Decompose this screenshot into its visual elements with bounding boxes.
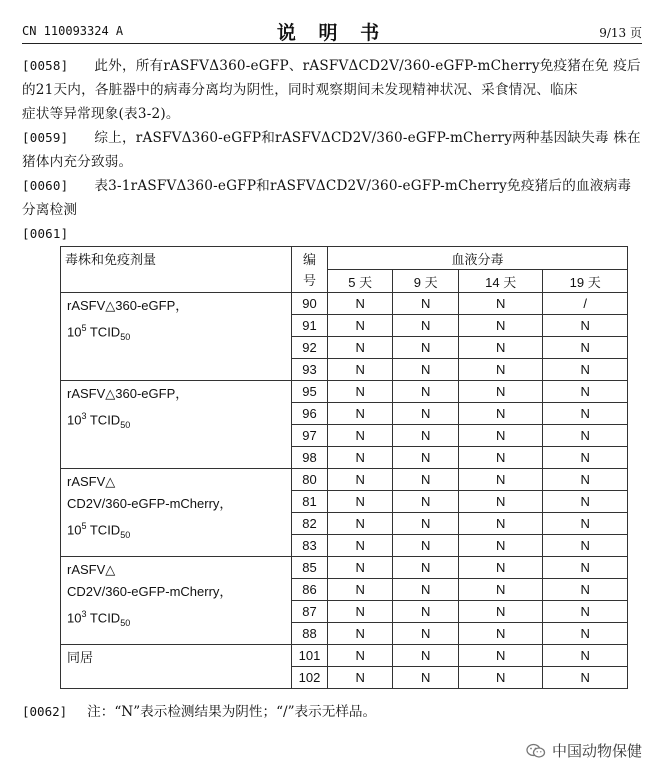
result-cell: N	[543, 337, 628, 359]
result-cell: N	[458, 315, 543, 337]
page-title: 说 明 书	[276, 22, 388, 44]
paragraph	[22, 126, 642, 174]
result-cell: N	[393, 513, 458, 535]
table-row	[61, 293, 628, 315]
result-cell: N	[458, 337, 543, 359]
strain-dose-cell: 同居	[61, 645, 292, 689]
header-day: 19 天	[543, 270, 628, 293]
result-cell: N	[543, 601, 628, 623]
result-cell: N	[328, 535, 393, 557]
strain-dose-cell: rASFV△360-eGFP， $10^5$ $TCID_{50}$	[61, 293, 292, 381]
table-row	[61, 469, 628, 491]
para-text-line: 此外，所有rASFVΔ360-eGFP、rASFVΔCD2V/360-eGFP-mCherry免疫猪在免 疫后	[94, 58, 641, 74]
pig-id-cell: 97	[292, 425, 328, 447]
result-cell: N	[328, 293, 393, 315]
page-header	[22, 18, 642, 46]
result-cell: N	[543, 667, 628, 689]
result-cell: N	[543, 645, 628, 667]
pig-id-cell: 85	[292, 557, 328, 579]
result-cell: N	[328, 667, 393, 689]
table-row	[61, 381, 628, 403]
para-text-line: 症状等异常现象(表3-2)。	[22, 106, 180, 122]
result-cell: N	[543, 469, 628, 491]
result-cell: N	[458, 601, 543, 623]
para-number: [0061]	[22, 226, 69, 241]
header-strain: 毒株和免疫剂量	[61, 247, 292, 293]
result-cell: N	[328, 359, 393, 381]
watermark	[526, 740, 642, 761]
result-cell: N	[328, 381, 393, 403]
header-day: 14 天	[458, 270, 543, 293]
result-cell: N	[458, 359, 543, 381]
header-id: 编 号	[292, 247, 328, 293]
result-cell: N	[543, 623, 628, 645]
para-number: [0060]	[22, 178, 69, 193]
header-day: 9 天	[393, 270, 458, 293]
pig-id-cell: 96	[292, 403, 328, 425]
pig-id-cell: 82	[292, 513, 328, 535]
result-cell: N	[393, 645, 458, 667]
pig-id-cell: 98	[292, 447, 328, 469]
result-cell: N	[393, 557, 458, 579]
result-cell: N	[328, 447, 393, 469]
result-cell: N	[328, 491, 393, 513]
result-cell: N	[393, 667, 458, 689]
result-cell: N	[328, 557, 393, 579]
results-table	[60, 246, 628, 689]
result-cell: N	[393, 491, 458, 513]
result-cell: N	[543, 359, 628, 381]
result-cell: N	[328, 337, 393, 359]
pig-id-cell: 90	[292, 293, 328, 315]
result-cell: N	[543, 579, 628, 601]
table-row	[61, 557, 628, 579]
para-number: [0062]	[22, 704, 68, 719]
pig-id-cell: 102	[292, 667, 328, 689]
result-cell: N	[543, 315, 628, 337]
result-cell: N	[328, 513, 393, 535]
pig-id-cell: 83	[292, 535, 328, 557]
para-text-line: 分离检测	[22, 202, 78, 218]
result-cell: N	[543, 513, 628, 535]
pig-id-cell: 95	[292, 381, 328, 403]
result-cell: N	[393, 579, 458, 601]
result-cell: /	[543, 293, 628, 315]
result-cell: N	[543, 447, 628, 469]
result-cell: N	[543, 381, 628, 403]
result-cell: N	[458, 403, 543, 425]
para-number: [0058]	[22, 58, 69, 73]
result-cell: N	[328, 315, 393, 337]
result-cell: N	[543, 425, 628, 447]
result-cell: N	[393, 447, 458, 469]
pig-id-cell: 91	[292, 315, 328, 337]
header-blood-isolation: 血液分毒	[328, 247, 628, 270]
result-cell: N	[393, 623, 458, 645]
result-cell: N	[458, 557, 543, 579]
result-cell: N	[458, 623, 543, 645]
para-number: [0059]	[22, 130, 69, 145]
wechat-icon	[526, 743, 546, 759]
result-cell: N	[328, 579, 393, 601]
para-text-line: 的21天内，各脏器中的病毒分离均为阴性，同时观察期间未发现精神状况、采食情况、临床	[22, 82, 578, 98]
result-cell: N	[458, 293, 543, 315]
para-text-line: 综上，rASFVΔ360-eGFP和rASFVΔCD2V/360-eGFP-mCherry两种基因缺失毒 株在	[94, 130, 641, 146]
result-cell: N	[458, 447, 543, 469]
paragraph	[22, 222, 642, 246]
result-cell: N	[328, 601, 393, 623]
strain-dose-cell: rASFV△ CD2V/360-eGFP-mCherry， $10^3$ $TCID_{50}$	[61, 557, 292, 645]
strain-dose-cell: rASFV△ CD2V/360-eGFP-mCherry， $10^5$ $TCID_{50}$	[61, 469, 292, 557]
header-day: 5 天	[328, 270, 393, 293]
result-cell: N	[543, 403, 628, 425]
result-cell: N	[328, 403, 393, 425]
result-cell: N	[458, 579, 543, 601]
result-cell: N	[458, 645, 543, 667]
result-cell: N	[543, 557, 628, 579]
document-number: CN 110093324 A	[22, 24, 124, 38]
table-row	[61, 645, 628, 667]
pig-id-cell: 80	[292, 469, 328, 491]
pig-id-cell: 92	[292, 337, 328, 359]
result-cell: N	[393, 359, 458, 381]
result-cell: N	[328, 469, 393, 491]
pig-id-cell: 87	[292, 601, 328, 623]
header-rule	[22, 43, 642, 44]
result-cell: N	[393, 469, 458, 491]
result-cell: N	[393, 535, 458, 557]
result-cell: N	[458, 535, 543, 557]
footnote-text: 注：“N”表示检测结果为阴性；“/”表示无样品。	[87, 704, 377, 720]
result-cell: N	[328, 623, 393, 645]
result-cell: N	[393, 293, 458, 315]
result-cell: N	[393, 425, 458, 447]
pig-id-cell: 88	[292, 623, 328, 645]
paragraph	[22, 54, 642, 126]
result-cell: N	[458, 425, 543, 447]
result-cell: N	[328, 645, 393, 667]
result-cell: N	[393, 315, 458, 337]
result-cell: N	[393, 337, 458, 359]
result-cell: N	[458, 667, 543, 689]
result-cell: N	[458, 469, 543, 491]
watermark-text: 中国动物保健	[551, 742, 642, 760]
result-cell: N	[328, 425, 393, 447]
paragraph	[22, 174, 642, 222]
result-cell: N	[393, 403, 458, 425]
result-cell: N	[393, 381, 458, 403]
page-number: 9/13 页	[599, 26, 642, 40]
strain-dose-cell: rASFV△360-eGFP， $10^3$ $TCID_{50}$	[61, 381, 292, 469]
pig-id-cell: 86	[292, 579, 328, 601]
result-cell: N	[543, 535, 628, 557]
footnote	[22, 700, 376, 720]
result-cell: N	[458, 513, 543, 535]
pig-id-cell: 101	[292, 645, 328, 667]
result-cell: N	[458, 381, 543, 403]
result-cell: N	[393, 601, 458, 623]
result-cell: N	[543, 491, 628, 513]
pig-id-cell: 81	[292, 491, 328, 513]
pig-id-cell: 93	[292, 359, 328, 381]
para-text-line: 表3-1rASFVΔ360-eGFP和rASFVΔCD2V/360-eGFP-mCherry免疫猪后的血液病毒	[94, 178, 632, 194]
result-cell: N	[458, 491, 543, 513]
para-text-line: 猪体内充分致弱。	[22, 154, 133, 170]
